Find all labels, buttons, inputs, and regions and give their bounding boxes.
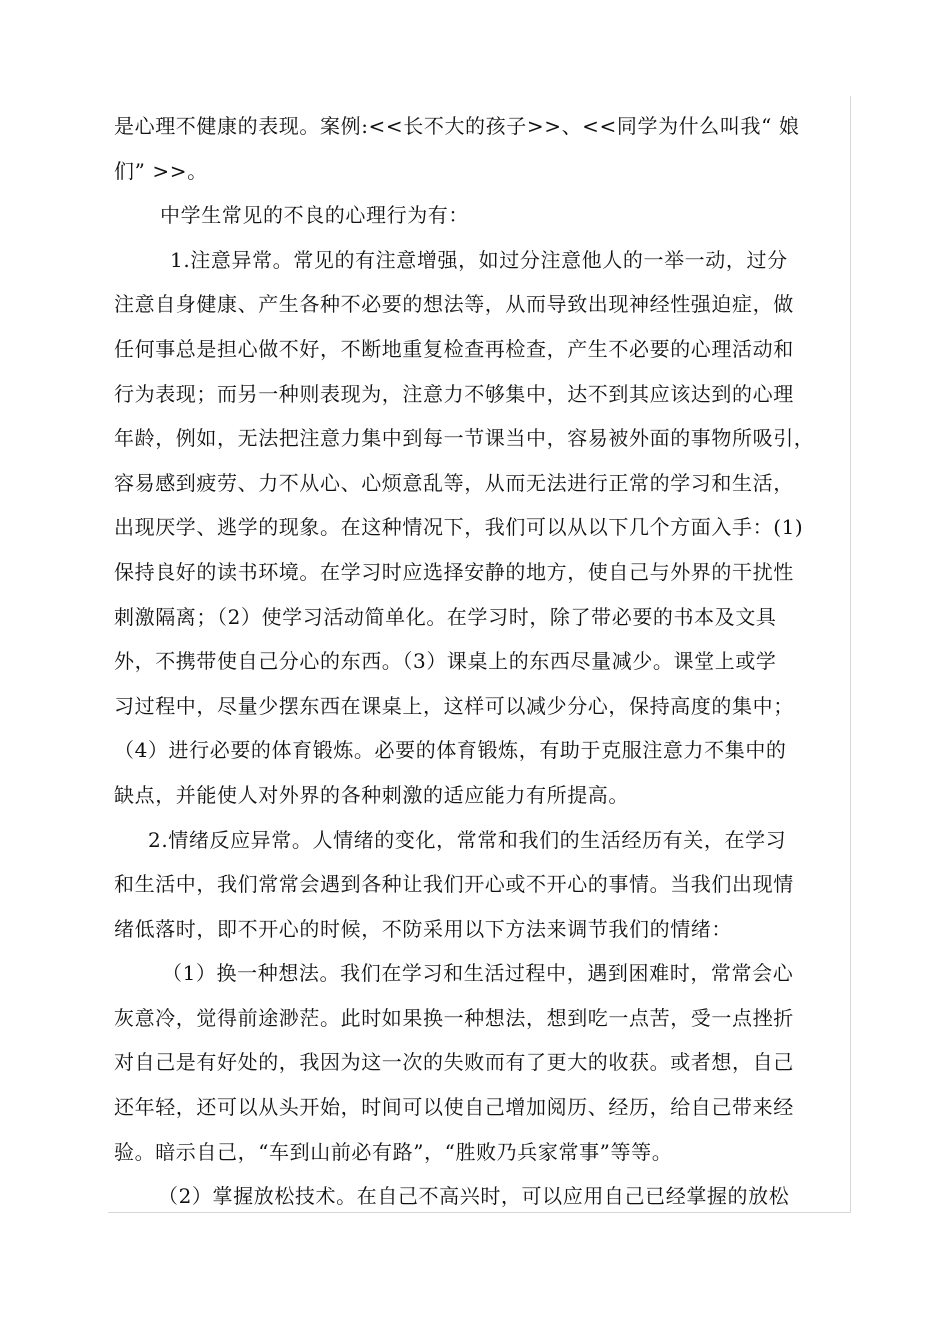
text-line: 是心理不健康的表现。案例:<<长不大的孩子>>、<<同学为什么叫我“ 娘: [114, 114, 800, 138]
text-line: 刺激隔离；（2）使学习活动简单化。在学习时，除了带必要的书本及文具: [114, 604, 777, 629]
text-line: （4）进行必要的体育锻炼。必要的体育锻炼，有助于克服注意力不集中的: [114, 738, 787, 763]
text-line: 灰意冷，觉得前途渺茫。此时如果换一种想法，想到吃一点苦，受一点挫折: [114, 1005, 794, 1030]
text-line: 行为表现；而另一种则表现为，注意力不够集中，达不到其应该达到的心理: [114, 381, 794, 406]
text-line: 还年轻，还可以从头开始，时间可以使自己增加阅历、经历，给自己带来经: [114, 1095, 794, 1120]
text-line: 验。暗示自己，“车到山前必有路”，“胜败乃兵家常事”等等。: [114, 1139, 673, 1164]
text-line: 任何事总是担心做不好，不断地重复检查再检查，产生不必要的心理活动和: [114, 336, 794, 361]
text-line: （1）换一种想法。我们在学习和生活过程中，遇到困难时，常常会心: [162, 961, 794, 986]
text-line: 绪低落时，即不开心的时候，不防采用以下方法来调节我们的情绪：: [114, 916, 732, 941]
document-body: [114, 104, 854, 1219]
text-line: 年龄，例如，无法把注意力集中到每一节课当中，容易被外面的事物所吸引，: [114, 426, 815, 451]
text-line: 容易感到疲劳、力不从心、心烦意乱等，从而无法进行正常的学习和生活，: [114, 470, 794, 495]
text-line: 习过程中，尽量少摆东西在课桌上，这样可以减少分心，保持高度的集中；: [114, 693, 794, 718]
text-line: （2）掌握放松技术。在自己不高兴时，可以应用自己已经掌握的放松: [158, 1184, 790, 1209]
text-line: 们” >>。: [114, 158, 208, 183]
text-line: 和生活中，我们常常会遇到各种让我们开心或不开心的事情。当我们出现情: [114, 872, 794, 897]
text-line: 外，不携带使自己分心的东西。（3）课桌上的东西尽量减少。课堂上或学: [114, 649, 777, 674]
text-line: 对自己是有好处的，我因为这一次的失败而有了更大的收获。或者想，自己: [114, 1050, 794, 1075]
text-line: 出现厌学、逃学的现象。在这种情况下，我们可以从以下几个方面入手：(1): [114, 515, 804, 540]
section-heading: 中学生常见的不良的心理行为有：: [160, 203, 469, 228]
text-line: 保持良好的读书环境。在学习时应选择安静的地方，使自己与外界的干扰性: [114, 559, 794, 584]
text-line: 缺点，并能使人对外界的各种刺激的适应能力有所提高。: [114, 782, 629, 807]
text-line: 1.注意异常。常见的有注意增强，如过分注意他人的一举一动，过分: [170, 247, 788, 272]
text-line: 2.情绪反应异常。人情绪的变化，常常和我们的生活经历有关，在学习: [148, 827, 787, 852]
text-line: 注意自身健康、产生各种不必要的想法等，从而导致出现神经性强迫症，做: [114, 292, 794, 317]
